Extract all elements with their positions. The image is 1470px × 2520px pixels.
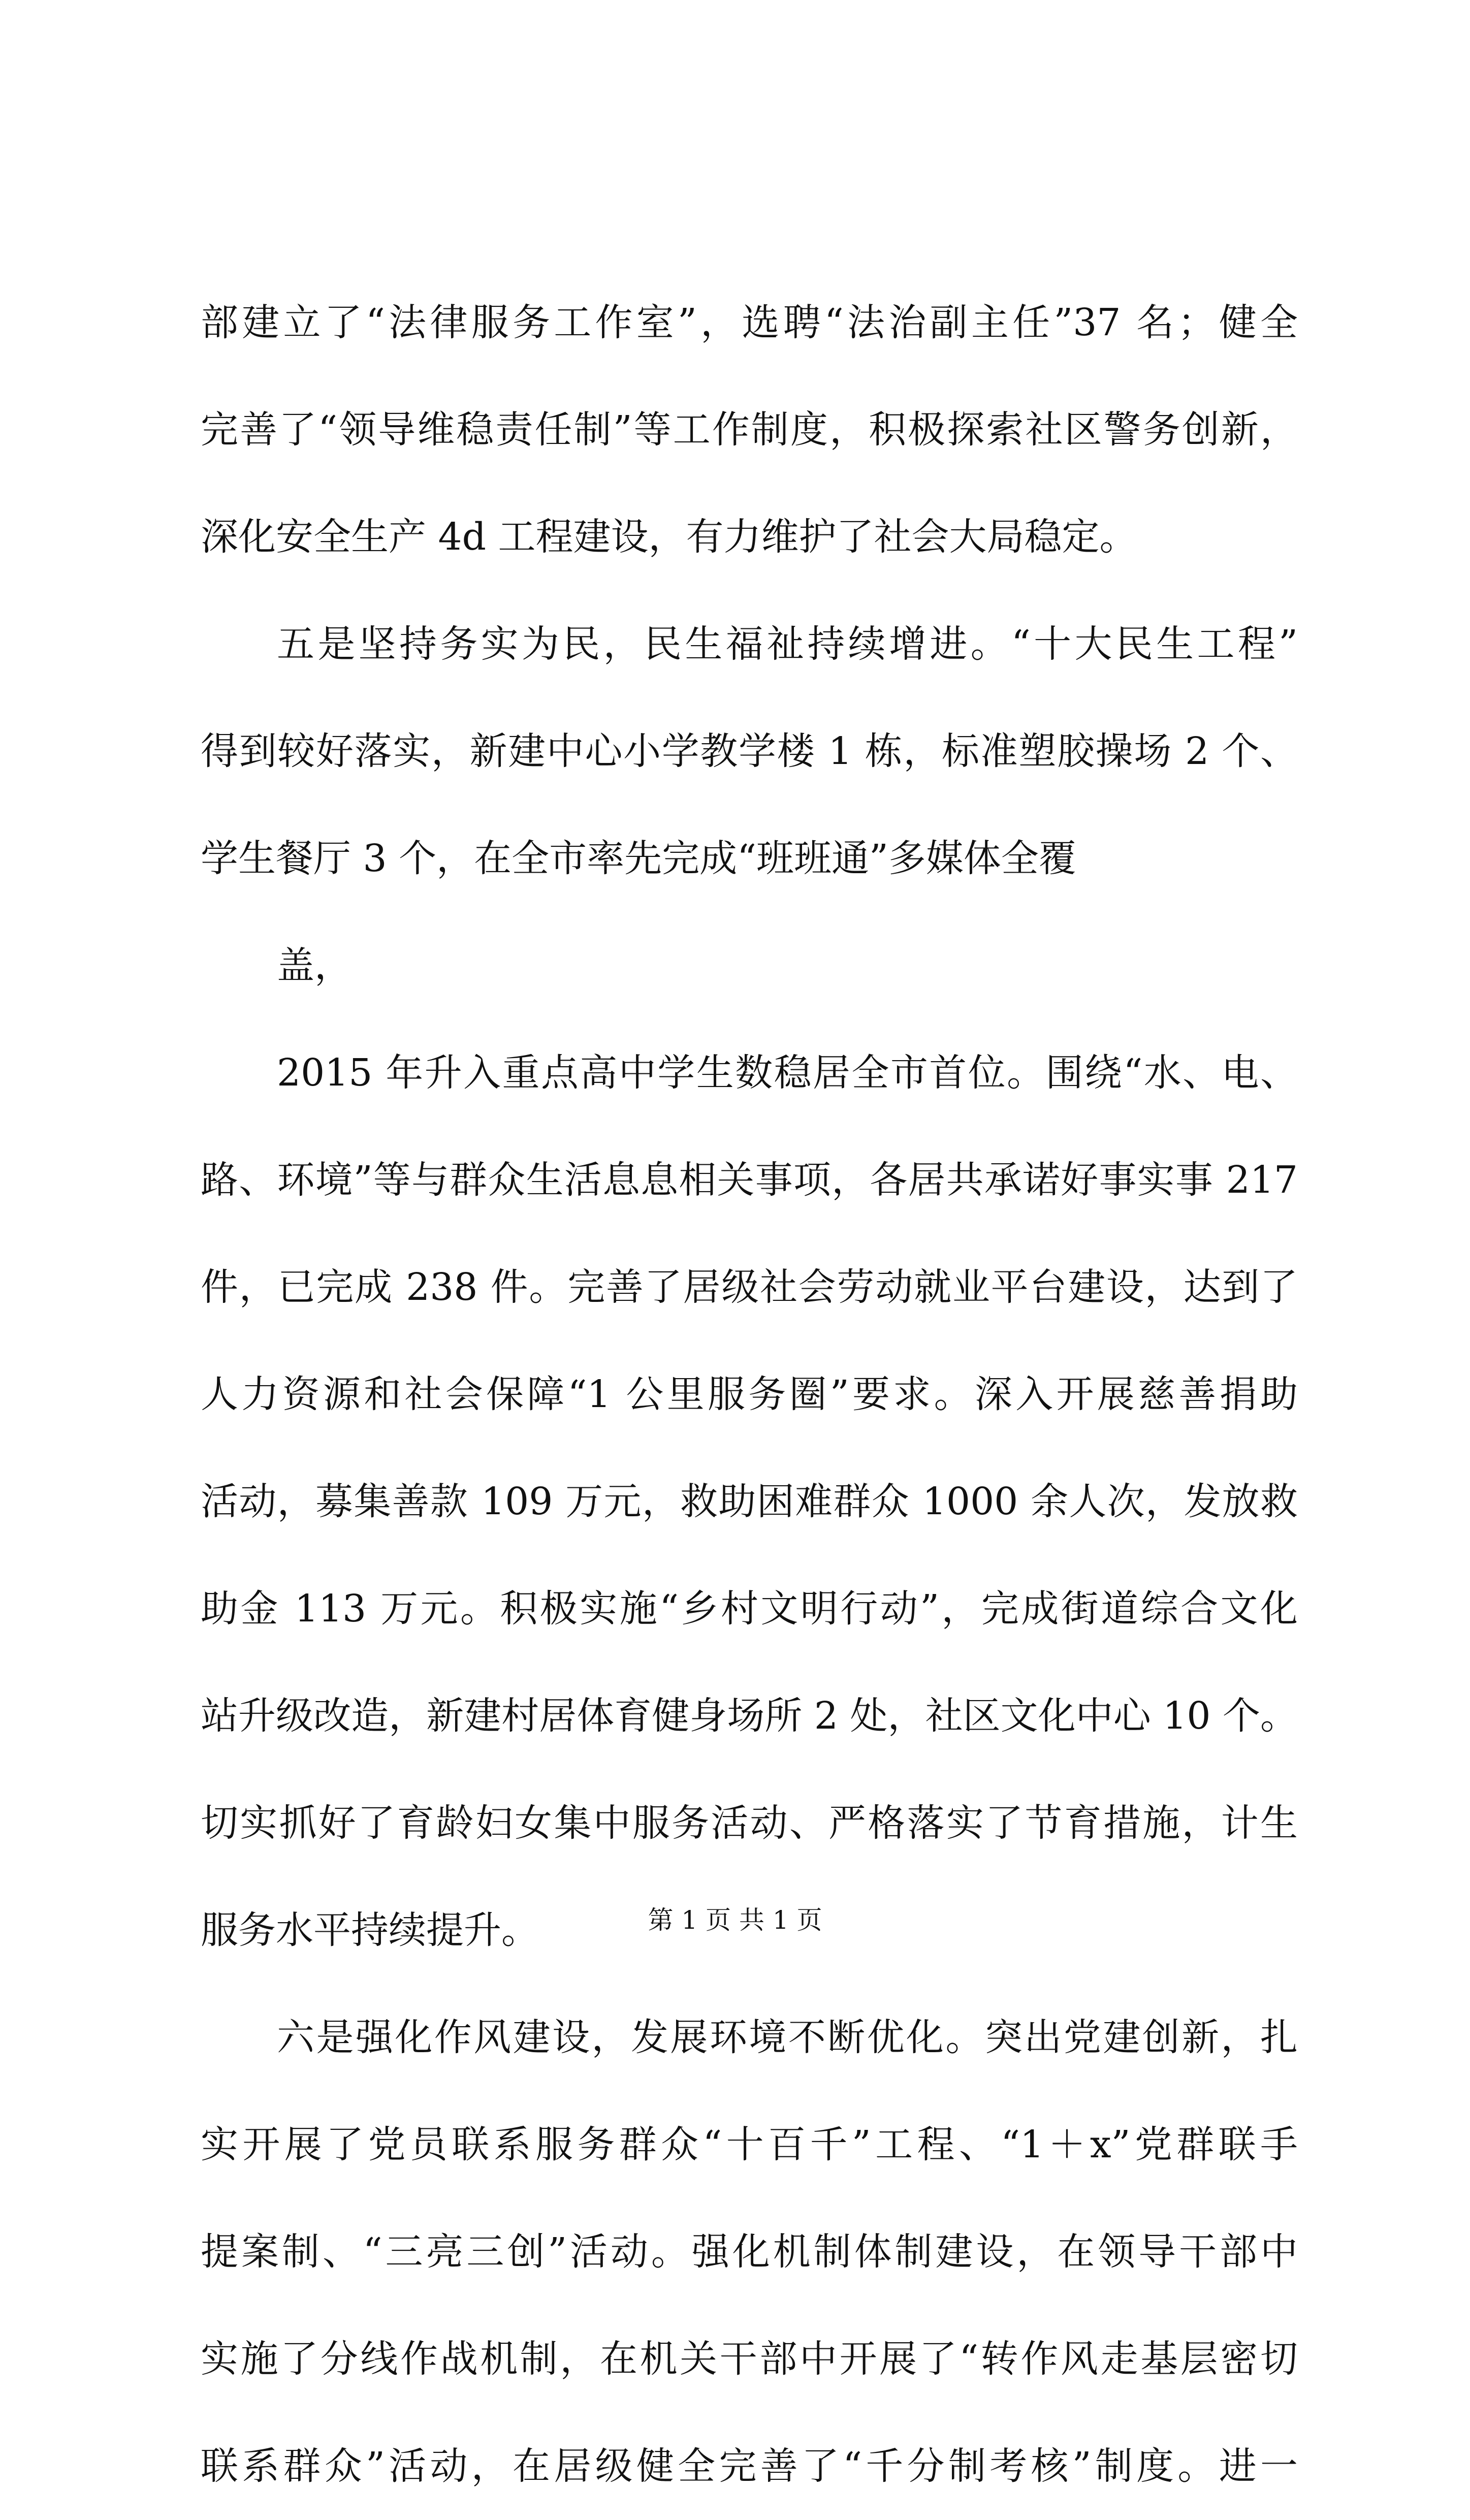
text-line-18: 实开展了党员联系服务群众“十百千”工程、“1＋x”党群联手 [201,2123,1298,2166]
text-line-13: 助金 113 万元。积极实施“乡村文明行动”，完成街道综合文化 [201,1587,1298,1631]
text-line-21: 联系群众”活动，在居级健全完善了“千分制考核”制度。进一 [201,2444,1298,2488]
document-body [201,269,1298,2520]
text-line-2: 完善了“领导维稳责任制”等工作制度，积极探索社区警务创新， [201,408,1298,452]
text-line-3: 深化安全生产 4d 工程建设，有力维护了社会大局稳定。 [201,515,1137,559]
text-line-14: 站升级改造，新建村居体育健身场所 2 处，社区文化中心 10 个。 [201,1694,1298,1738]
text-line-19: 提案制、“三亮三创”活动。强化机制体制建设，在领导干部中 [201,2230,1298,2274]
page-number-footer: 第 1 页 共 1 页 [648,1905,822,1935]
text-line-4: 五是坚持务实为民，民生福祉持续增进。“十大民生工程” [277,622,1298,666]
text-line-7: 盖， [277,944,352,987]
text-line-5: 得到较好落实，新建中心小学教学楼 1 栋，标准塑胶操场 2 个、 [201,729,1298,773]
text-line-17: 六是强化作风建设，发展环境不断优化。突出党建创新，扎 [277,2016,1298,2059]
text-line-10: 件，已完成 238 件。完善了居级社会劳动就业平台建设，达到了 [201,1265,1298,1309]
text-line-16: 服务水平持续提升。 [201,1908,539,1952]
text-line-9: 路、环境”等与群众生活息息相关事项，各居共承诺好事实事 217 [201,1158,1298,1202]
text-line-12: 活动，募集善款 109 万元，救助困难群众 1000 余人次，发放救 [201,1480,1298,1523]
text-line-6: 学生餐厅 3 个，在全市率先完成“班班通”多媒体全覆 [201,837,1076,880]
text-line-20: 实施了分线作战机制，在机关干部中开展了“转作风走基层密切 [201,2337,1298,2381]
text-line-1: 部建立了“法律服务工作室”，选聘“法治副主任”37 名；健全 [201,301,1298,344]
text-line-11: 人力资源和社会保障“1 公里服务圈”要求。深入开展慈善捐助 [201,1373,1298,1416]
text-line-8: 2015 年升入重点高中学生数稳居全市首位。围绕“水、电、 [277,1051,1298,1095]
text-line-15: 切实抓好了育龄妇女集中服务活动、严格落实了节育措施，计生 [201,1801,1298,1845]
